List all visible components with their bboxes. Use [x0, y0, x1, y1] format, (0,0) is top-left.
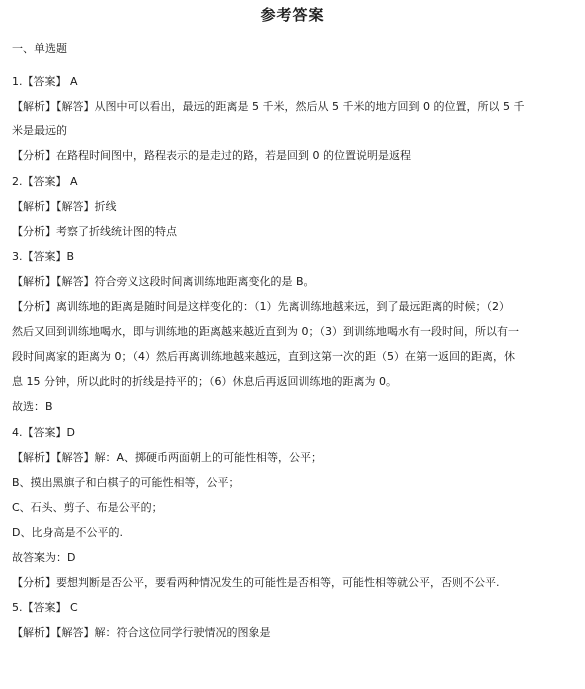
answer-line: 2.【答案】 A: [12, 175, 78, 188]
analysis-line: 然后又回到训练地喝水，即与训练地的距离越来越近直到为 0；（3）到训练地喝水有一段时间，所以有一: [12, 325, 519, 338]
analysis-line: 段时间离家的距离为 0；（4）然后再离训练地越来越远，直到这第一次的距（5）在第一返回的距离，休: [12, 350, 515, 363]
analysis-line: 【解析】【解答】从图中可以看出，最远的距离是 5 千米，然后从 5 千米的地方回到 0 的位置，所以 5 千: [12, 100, 525, 113]
analysis-line: 【解析】【解答】解：A、掷硬币两面朝上的可能性相等，公平；: [12, 451, 323, 464]
answer-line: 4.【答案】D: [12, 426, 75, 439]
answer-line: 故选：B: [12, 400, 53, 413]
answer-line: 1.【答案】 A: [12, 75, 78, 88]
analysis-line: C、石头、剪子、布是公平的；: [12, 501, 163, 514]
analysis-line: 【分析】在路程时间图中，路程表示的是走过的路，若是回到 0 的位置说明是返程: [12, 149, 411, 162]
analysis-line: 【解析】【解答】解：符合这位同学行驶情况的图象是: [12, 626, 271, 639]
answer-line: 故答案为：D: [12, 551, 76, 564]
analysis-line: 【解析】【解答】符合旁义这段时间离训练地距离变化的是 B。: [12, 275, 315, 288]
analysis-line: 米是最远的: [12, 124, 67, 137]
analysis-line: 【分析】要想判断是否公平，要看两种情况发生的可能性是否相等，可能性相等就公平，否则不公平.: [12, 576, 500, 589]
answer-line: 3.【答案】B: [12, 250, 75, 263]
page-title: 参考答案: [260, 6, 325, 24]
analysis-line: 【分析】离训练地的距离是随时间是这样变化的：（1）先离训练地越来远，到了最远距离的时候；（2）: [12, 300, 510, 313]
section-heading: 一、单选题: [12, 42, 67, 55]
analysis-line: B、摸出黑旗子和白棋子的可能性相等，公平；: [12, 476, 240, 489]
analysis-line: 【分析】考察了折线统计图的特点: [12, 225, 177, 238]
analysis-line: 息 15 分钟，所以此时的折线是持平的；（6）休息后再返回训练地的距离为 0。: [12, 375, 397, 388]
answer-line: 5.【答案】 C: [12, 601, 78, 614]
analysis-line: D、比身高是不公平的.: [12, 526, 123, 539]
analysis-line: 【解析】【解答】折线: [12, 200, 117, 213]
